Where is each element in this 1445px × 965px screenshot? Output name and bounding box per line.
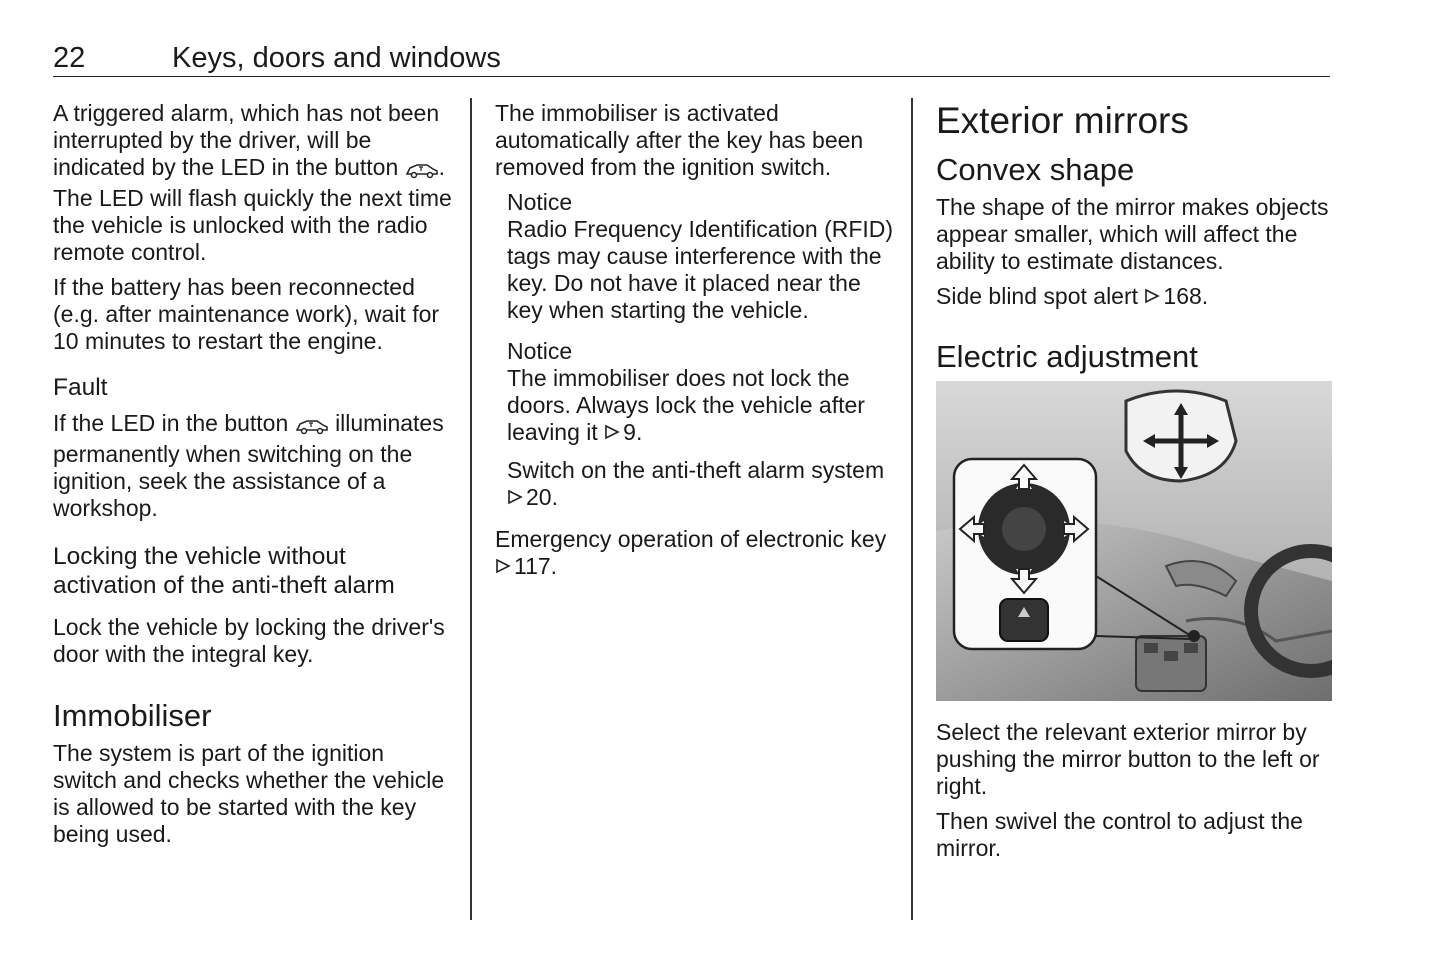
page-reference-arrow-icon [495, 554, 511, 581]
column-divider [470, 98, 472, 920]
exterior-mirror-glass [1126, 391, 1236, 481]
electric-adjustment-heading: Electric adjustment [936, 339, 1198, 374]
blind-spot-paragraph: Side blind spot alert 168. [936, 283, 1209, 309]
emergency-paragraph: Emergency operation of electronic key 117. [495, 526, 887, 579]
notice-title: Notice [507, 338, 573, 364]
alarm-paragraph: A triggered alarm, which has not been interrupted by the driver, will be indicated by the LED in the button . The LED will flash quickly the next time the vehicle is unlocked with the radio remote control. [53, 100, 452, 265]
car-alarm-icon [295, 414, 329, 441]
immobiliser-paragraph: The system is part of the ignition switch and checks whether the vehicle is allowed to be started with the key being used. [53, 740, 445, 847]
locking-heading: Locking the vehicle without activation of the anti-theft alarm [53, 543, 395, 599]
page-reference-link[interactable]: 168. [1163, 283, 1209, 309]
fault-heading: Fault [53, 374, 108, 401]
page-reference-arrow-icon [604, 420, 620, 447]
notice-text: Radio Frequency Identification (RFID) tags may cause interference with the key. Do not have it placed near the key when starting the vehicle. [507, 216, 894, 323]
immobiliser-activation-paragraph: The immobiliser is activated automatically after the key has been removed from the ignition switch. [495, 100, 864, 180]
mirror-control-illustration [936, 381, 1332, 701]
fault-paragraph: If the LED in the button illuminates permanently when switching on the ignition, seek the assistance of a workshop. [53, 410, 444, 521]
select-mirror-paragraph: Select the relevant exterior mirror by pushing the mirror button to the left or right. [936, 719, 1320, 799]
swivel-paragraph: Then swivel the control to adjust the mirror. [936, 808, 1303, 861]
column-1 [53, 100, 453, 856]
page-header [53, 40, 1330, 77]
battery-paragraph: If the battery has been reconnected (e.g. after maintenance work), wait for 10 minutes to restart the engine. [53, 274, 440, 354]
switch-paragraph: Switch on the anti-theft alarm system 20. [507, 457, 885, 510]
locking-paragraph: Lock the vehicle by locking the driver's door with the integral key. [53, 614, 445, 667]
page-number: 22 [53, 42, 86, 74]
column-3 [936, 100, 1336, 870]
convex-shape-paragraph: The shape of the mirror makes objects appear smaller, which will affect the ability to estimate distances. [936, 194, 1329, 274]
page-reference-link[interactable]: 20. [526, 484, 558, 510]
page-reference-link[interactable]: 117. [514, 553, 558, 579]
chapter-title: Keys, doors and windows [172, 42, 501, 74]
column-divider [911, 98, 913, 920]
notice-text: The immobiliser does not lock the doors. Always lock the vehicle after leaving it 9. [507, 365, 865, 445]
page-reference-arrow-icon [507, 485, 523, 512]
notice-rfid [507, 189, 895, 324]
exterior-mirrors-heading: Exterior mirrors [936, 100, 1189, 141]
immobiliser-heading: Immobiliser [53, 698, 212, 733]
notice-title: Notice [507, 189, 573, 215]
page-reference-link[interactable]: 9. [623, 419, 643, 445]
mirror-control-inset [954, 459, 1096, 649]
notice-lock [507, 338, 895, 512]
convex-shape-heading: Convex shape [936, 152, 1135, 187]
page-reference-arrow-icon [1144, 284, 1160, 311]
car-alarm-icon [405, 158, 439, 185]
column-2 [495, 100, 895, 589]
